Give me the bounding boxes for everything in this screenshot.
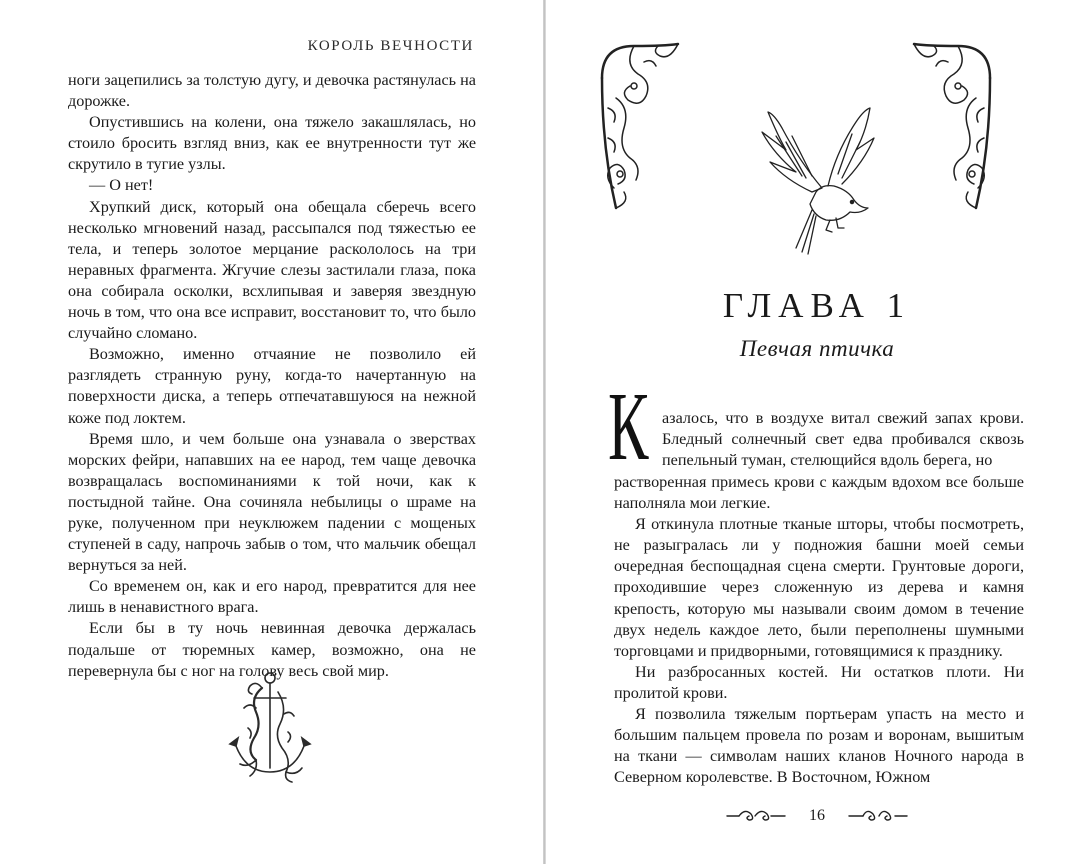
anchor-mermaid-icon — [226, 668, 312, 786]
flourish-left-icon — [725, 806, 787, 826]
paragraph: Возможно, именно отчаяние не позволило ей разглядеть странную руну, когда-то начертанную на поверхности диска, а теперь отпечатавшуюся на нежной коже под локтем. — [68, 345, 476, 427]
paragraph: ноги зацепились за толстую дугу, и девочка растянулась на дорожке. — [68, 71, 476, 111]
paragraph: Хрупкий диск, который она обещала сберечь всего несколько мгновений назад, рассыпался под тяжестью ее тела, и теперь золотое мерцание раскололось на три неравных фрагмента. Жгучие слезы застилали глаза, пока она собирала осколки, всхлипывая и заверяя звездную ночь в том, что она все исправит, восстановит то, что было случайно сломано. — [68, 197, 476, 343]
page-footer — [546, 806, 1088, 826]
drop-cap: К — [608, 373, 649, 481]
bird-icon — [756, 92, 876, 262]
paragraph: — О нет! — [89, 176, 154, 195]
corner-scroll-left-icon — [594, 38, 686, 214]
chapter-title: ГЛАВА 1 — [722, 286, 912, 325]
page-number: 16 — [809, 807, 825, 824]
first-lines-text: азалось, что в воздухе витал свежий запах крови. Бледный солнечный свет едва пробивался сквозь пепельный туман, стелющийся вдоль берега, но — [662, 409, 1024, 470]
paragraph: Со временем он, как и его народ, превратится для нее лишь в ненавистного врага. — [68, 577, 476, 617]
corner-scroll-right-icon — [906, 38, 998, 214]
paragraph: Опустившись на колени, она тяжело закашлялась, но стоило бросить взгляд вниз, как ее внутренности тут же скрутило в тугие узлы. — [68, 113, 476, 174]
left-body-text — [68, 70, 476, 682]
paragraph: Если бы в ту ночь невинная девочка держалась подальше от тюремных камер, возможно, она не перевернула бы с ног на голову весь свой мир. — [68, 619, 476, 680]
right-page — [546, 0, 1088, 864]
paragraph: Время шло, и чем больше она узнавала о зверствах морских фейри, напавших на ее народ, тем чаще девочка возвращалась воспоминаниями к той ночи, как к постыдной тайне. Она сочиняла небылицы о шраме на руке, полученном при неуклюжем падении с мощеных ступеней в саду, напрочь забыв о том, что мальчик обещал вернуться за ней. — [68, 429, 476, 575]
paragraph: Я позволила тяжелым портьерам упасть на место и большим пальцем провела по розам и воронам, вышитым на ткани — символам наших кланов Ночного народа в Северном королевстве. В Восточном, Южном — [614, 705, 1024, 787]
chapter-subtitle: Певчая птичка — [739, 336, 895, 361]
flourish-right-icon — [847, 806, 909, 826]
paragraph: Я откинула плотные тканые шторы, чтобы посмотреть, не разыгралась ли у подножия башни моей семьи очередная беспощадная сцена смерти. Грунтовые дороги, проходившие через сложенную из дерева и камня крепость, которую мы называли своим домом в течение двух недель каждое лето, были переполнены шумными торговцами и придворными, готовящимися к празднику. — [614, 515, 1024, 660]
right-body-text — [614, 472, 1024, 788]
running-head: КОРОЛЬ ВЕЧНОСТИ — [307, 38, 474, 54]
paragraph: Ни разбросанных костей. Ни остатков плоти. Ни пролитой крови. — [614, 662, 1024, 702]
paragraph: растворенная примесь крови с каждым вдохом все больше наполняла мои легкие. — [614, 473, 1024, 513]
